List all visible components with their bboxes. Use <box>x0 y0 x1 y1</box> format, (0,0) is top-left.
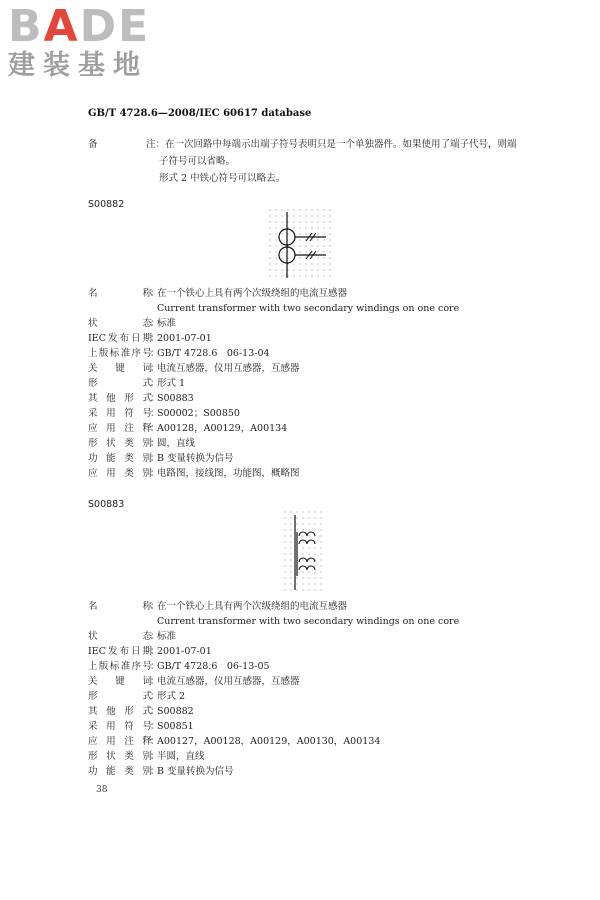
grid-dot <box>290 589 291 590</box>
grid-dot <box>308 523 309 524</box>
grid-dot <box>290 511 291 512</box>
grid-dot <box>317 251 318 252</box>
grid-dot <box>296 517 297 518</box>
grid-dot <box>281 233 282 234</box>
grid-dot <box>329 251 330 252</box>
logo-wordmark <box>8 1 178 52</box>
grid-dot <box>320 541 321 542</box>
logo-letter-a: A <box>43 1 80 52</box>
grid-dot <box>305 209 306 210</box>
grid-dot <box>281 221 282 222</box>
grid-dot <box>299 275 300 276</box>
grid-dot <box>296 511 297 512</box>
field-key: 形状类别 <box>88 438 152 449</box>
grid-dot <box>308 571 309 572</box>
grid-dot <box>296 523 297 524</box>
grid-dot <box>269 209 270 210</box>
grid-dot <box>320 559 321 560</box>
note-line-2: 子符号可以省略。 <box>159 156 236 167</box>
page-number: 38 <box>96 785 108 795</box>
grid-dot <box>323 221 324 222</box>
field-value: 电流互感器，仪用互感器，互感器 <box>157 363 300 374</box>
grid-dot <box>317 221 318 222</box>
grid-dot <box>299 209 300 210</box>
grid-dot <box>314 565 315 566</box>
grid-dot <box>269 257 270 258</box>
field-value: 2001-07-01 <box>157 646 212 657</box>
field-key: 采用符号 <box>88 721 152 732</box>
grid-dot <box>308 589 309 590</box>
grid-dot <box>323 251 324 252</box>
field-value: A00127，A00128，A00129，A00130，A00134 <box>157 736 381 747</box>
grid-dot <box>275 233 276 234</box>
grid-dot <box>299 263 300 264</box>
grid-dot <box>323 239 324 240</box>
grid-dot <box>269 221 270 222</box>
grid-dot <box>281 251 282 252</box>
field-value: 在一个铁心上具有两个次级绕组的电流互感器 <box>157 288 348 299</box>
field-key: 名称 <box>88 601 152 612</box>
grid-dot <box>275 269 276 270</box>
grid-dot <box>281 239 282 240</box>
logo <box>8 1 178 82</box>
grid-dot <box>329 257 330 258</box>
grid-dot <box>317 245 318 246</box>
grid-dot <box>281 215 282 216</box>
grid-dot <box>323 275 324 276</box>
grid-dot <box>281 269 282 270</box>
grid-dot <box>308 553 309 554</box>
grid-dot <box>290 577 291 578</box>
grid-dot <box>305 245 306 246</box>
grid-dot <box>317 209 318 210</box>
grid-dot <box>284 577 285 578</box>
field-key: 上版标准序号 <box>88 661 152 672</box>
grid-dot <box>311 227 312 228</box>
grid-dot <box>296 589 297 590</box>
field-value: S00882 <box>157 706 194 717</box>
grid-dot <box>320 589 321 590</box>
grid-dot <box>320 565 321 566</box>
grid-dot <box>323 227 324 228</box>
grid-dot <box>284 517 285 518</box>
grid-dot <box>305 233 306 234</box>
grid-dot <box>284 583 285 584</box>
grid-dot <box>284 535 285 536</box>
logo-subtitle: 建装基地 <box>8 50 148 81</box>
field-key: 其他形式 <box>88 393 152 404</box>
grid-dot <box>269 245 270 246</box>
entry-code: S00882 <box>88 199 125 210</box>
field-key: 应用类别 <box>88 468 152 479</box>
grid-dot <box>311 245 312 246</box>
field-key: 状态 <box>88 631 152 642</box>
grid-dot <box>320 535 321 536</box>
grid-dot <box>302 559 303 560</box>
field-key: 状态 <box>88 318 152 329</box>
grid-dot <box>284 547 285 548</box>
field-value: 标准 <box>157 318 177 329</box>
field-value: GB/T 4728.6 06-13-05 <box>157 661 270 672</box>
grid-dot <box>317 263 318 264</box>
grid-dot <box>308 577 309 578</box>
grid-dot <box>329 263 330 264</box>
grid-dot <box>305 215 306 216</box>
field-value: B 变量转换为信号 <box>157 453 234 464</box>
grid-dot <box>320 529 321 530</box>
field-key: IEC发布日期 <box>88 333 152 344</box>
grid-dot <box>314 511 315 512</box>
grid-dot <box>296 583 297 584</box>
grid-dot <box>302 577 303 578</box>
grid-dot <box>314 577 315 578</box>
grid-dot <box>290 547 291 548</box>
grid-dot <box>293 263 294 264</box>
grid-dot <box>317 233 318 234</box>
grid-dot <box>284 511 285 512</box>
grid-dot <box>323 269 324 270</box>
field-key: 采用符号 <box>88 408 152 419</box>
field-key: 上版标准序号 <box>88 348 152 359</box>
field-value: 在一个铁心上具有两个次级绕组的电流互感器 <box>157 601 348 612</box>
grid-dot <box>281 257 282 258</box>
grid-dot <box>323 209 324 210</box>
grid-dot <box>299 239 300 240</box>
winding-2a <box>299 558 315 562</box>
field-key: 应用注释 <box>88 423 152 434</box>
grid-dot <box>269 251 270 252</box>
grid-dot <box>311 221 312 222</box>
grid-dot <box>293 269 294 270</box>
grid-dot <box>299 257 300 258</box>
grid-dot <box>314 583 315 584</box>
grid-dot <box>320 547 321 548</box>
field-key: 其他形式 <box>88 706 152 717</box>
page-header: GB/T 4728.6—2008/IEC 60617 database <box>88 108 312 119</box>
grid-dot <box>269 269 270 270</box>
field-value: 圆，直线 <box>157 438 196 449</box>
note-line-1: 注：在一次回路中每端示出端子符号表明只是一个单独器件。如果使用了端子代号，则端 <box>146 139 517 150</box>
grid-dot <box>290 517 291 518</box>
grid-dot <box>293 221 294 222</box>
field-key: 关键词 <box>88 676 152 687</box>
field-value: 形式 1 <box>157 378 186 389</box>
grid-dot <box>308 583 309 584</box>
grid-dot <box>293 209 294 210</box>
grid-dot <box>269 263 270 264</box>
field-value: 电流互感器，仪用互感器，互感器 <box>157 676 300 687</box>
grid-dot <box>302 589 303 590</box>
grid-dot <box>299 251 300 252</box>
grid-dot <box>311 209 312 210</box>
grid-dot <box>329 239 330 240</box>
field-value: Current transformer with two secondary windings on one core <box>157 303 460 314</box>
grid-dot <box>275 239 276 240</box>
grid-dot <box>329 233 330 234</box>
grid-dot <box>305 269 306 270</box>
grid-dot <box>323 233 324 234</box>
grid-dot <box>302 541 303 542</box>
field-key: 名称 <box>88 288 152 299</box>
grid-dot <box>269 215 270 216</box>
grid-dot <box>290 541 291 542</box>
field-key: 形状类别 <box>88 751 152 762</box>
grid-dot <box>329 269 330 270</box>
grid-dot <box>317 275 318 276</box>
grid-dot <box>299 233 300 234</box>
grid-dot <box>284 523 285 524</box>
grid-dot <box>308 547 309 548</box>
grid-dot <box>329 221 330 222</box>
grid-dot <box>323 263 324 264</box>
grid-dot <box>290 535 291 536</box>
field-value: 2001-07-01 <box>157 333 212 344</box>
grid-dot <box>281 227 282 228</box>
field-key: 关键词 <box>88 363 152 374</box>
grid-dot <box>275 209 276 210</box>
winding-1a <box>299 532 315 536</box>
grid-dot <box>314 523 315 524</box>
grid-dot <box>269 239 270 240</box>
field-key: 形式 <box>88 378 152 389</box>
grid-dot <box>281 263 282 264</box>
grid-dot <box>305 227 306 228</box>
grid-dot <box>305 263 306 264</box>
field-value: S00002；S00850 <box>157 408 240 419</box>
grid-dot <box>329 275 330 276</box>
grid-dot <box>320 553 321 554</box>
grid-dot <box>269 227 270 228</box>
field-value: S00883 <box>157 393 194 404</box>
grid-dot <box>320 511 321 512</box>
grid-dot <box>275 263 276 264</box>
grid-dot <box>281 245 282 246</box>
grid-dot <box>323 245 324 246</box>
note-label: 备 <box>88 139 98 150</box>
grid-dot <box>311 263 312 264</box>
field-key: 应用注释 <box>88 736 152 747</box>
field-value: 形式 2 <box>157 691 186 702</box>
grid-dot <box>269 275 270 276</box>
grid-dot <box>308 517 309 518</box>
grid-dot <box>314 517 315 518</box>
grid-dot <box>323 257 324 258</box>
grid-dot <box>284 553 285 554</box>
grid-dot <box>308 559 309 560</box>
grid-dot <box>311 215 312 216</box>
grid-dot <box>317 215 318 216</box>
grid-dot <box>293 245 294 246</box>
field-value: S00851 <box>157 721 194 732</box>
grid-dot <box>290 565 291 566</box>
grid-dot <box>284 565 285 566</box>
grid-dot <box>284 559 285 560</box>
entry-code: S00883 <box>88 499 125 510</box>
grid-dot <box>302 553 303 554</box>
grid-dot <box>308 511 309 512</box>
current-transformer-form1-symbol <box>268 208 332 282</box>
field-key: 功能类别 <box>88 766 152 777</box>
logo-letter-b: B <box>8 1 44 52</box>
grid-dot <box>290 529 291 530</box>
grid-dot <box>329 245 330 246</box>
grid-dot <box>275 227 276 228</box>
grid-dot <box>329 209 330 210</box>
grid-dot <box>275 215 276 216</box>
grid-dot <box>299 269 300 270</box>
grid-dot <box>287 209 288 210</box>
grid-dot <box>284 529 285 530</box>
grid-dot <box>317 257 318 258</box>
grid-dot <box>320 577 321 578</box>
note-line-3: 形式 2 中铁心符号可以略去。 <box>159 173 286 184</box>
grid-dot <box>299 245 300 246</box>
grid-dot <box>329 215 330 216</box>
grid-dot <box>314 529 315 530</box>
grid-dot <box>293 275 294 276</box>
grid-dot <box>305 251 306 252</box>
field-value: B 变量转换为信号 <box>157 766 234 777</box>
grid-dot <box>302 547 303 548</box>
grid-dot <box>293 215 294 216</box>
grid-dot <box>302 583 303 584</box>
grid-dot <box>329 227 330 228</box>
grid-dot <box>290 553 291 554</box>
grid-dot <box>308 529 309 530</box>
grid-dot <box>320 517 321 518</box>
grid-dot <box>314 589 315 590</box>
field-key: 形式 <box>88 691 152 702</box>
grid-dot <box>305 275 306 276</box>
grid-dot <box>320 523 321 524</box>
grid-dot <box>299 215 300 216</box>
grid-dot <box>293 227 294 228</box>
grid-dot <box>314 553 315 554</box>
grid-dot <box>275 245 276 246</box>
grid-dot <box>290 559 291 560</box>
field-value: 标准 <box>157 631 177 642</box>
grid-dot <box>275 257 276 258</box>
grid-dot <box>308 541 309 542</box>
grid-dot <box>302 523 303 524</box>
field-key: IEC发布日期 <box>88 646 152 657</box>
grid-dot <box>320 583 321 584</box>
field-value: A00128，A00129，A00134 <box>157 423 288 434</box>
grid-dot <box>290 583 291 584</box>
grid-dot <box>275 251 276 252</box>
note-text <box>146 136 556 187</box>
grid-dot <box>302 511 303 512</box>
grid-dot <box>284 541 285 542</box>
grid-dot <box>314 571 315 572</box>
grid-dot <box>296 529 297 530</box>
grid-dot <box>311 269 312 270</box>
winding-1b <box>299 540 315 544</box>
grid-dot <box>317 239 318 240</box>
grid-dot <box>299 227 300 228</box>
grid-dot <box>311 275 312 276</box>
grid-dot <box>284 589 285 590</box>
grid-dot <box>302 529 303 530</box>
grid-dot <box>314 547 315 548</box>
grid-dot <box>281 209 282 210</box>
field-value: GB/T 4728.6 06-13-04 <box>157 348 270 359</box>
field-value: 半圆，直线 <box>157 751 205 762</box>
grid-dot <box>299 221 300 222</box>
grid-dot <box>302 571 303 572</box>
field-key: 功能类别 <box>88 453 152 464</box>
grid-dot <box>302 535 303 536</box>
field-value: 电路图，接线图，功能图，概略图 <box>157 468 300 479</box>
grid-dot <box>284 571 285 572</box>
grid-dot <box>305 221 306 222</box>
current-transformer-form2-symbol <box>283 510 323 596</box>
grid-dot <box>317 269 318 270</box>
grid-dot <box>323 215 324 216</box>
logo-letters-de: DE <box>79 1 151 52</box>
grid-dot <box>290 523 291 524</box>
grid-dot <box>308 535 309 536</box>
winding-2b <box>299 566 315 570</box>
grid-dot <box>302 517 303 518</box>
grid-dot <box>296 577 297 578</box>
grid-dot <box>317 227 318 228</box>
grid-dot <box>275 275 276 276</box>
field-value: Current transformer with two secondary windings on one core <box>157 616 460 627</box>
grid-dot <box>320 571 321 572</box>
grid-dot <box>281 275 282 276</box>
grid-dot <box>275 221 276 222</box>
grid-dot <box>290 571 291 572</box>
grid-dot <box>269 233 270 234</box>
